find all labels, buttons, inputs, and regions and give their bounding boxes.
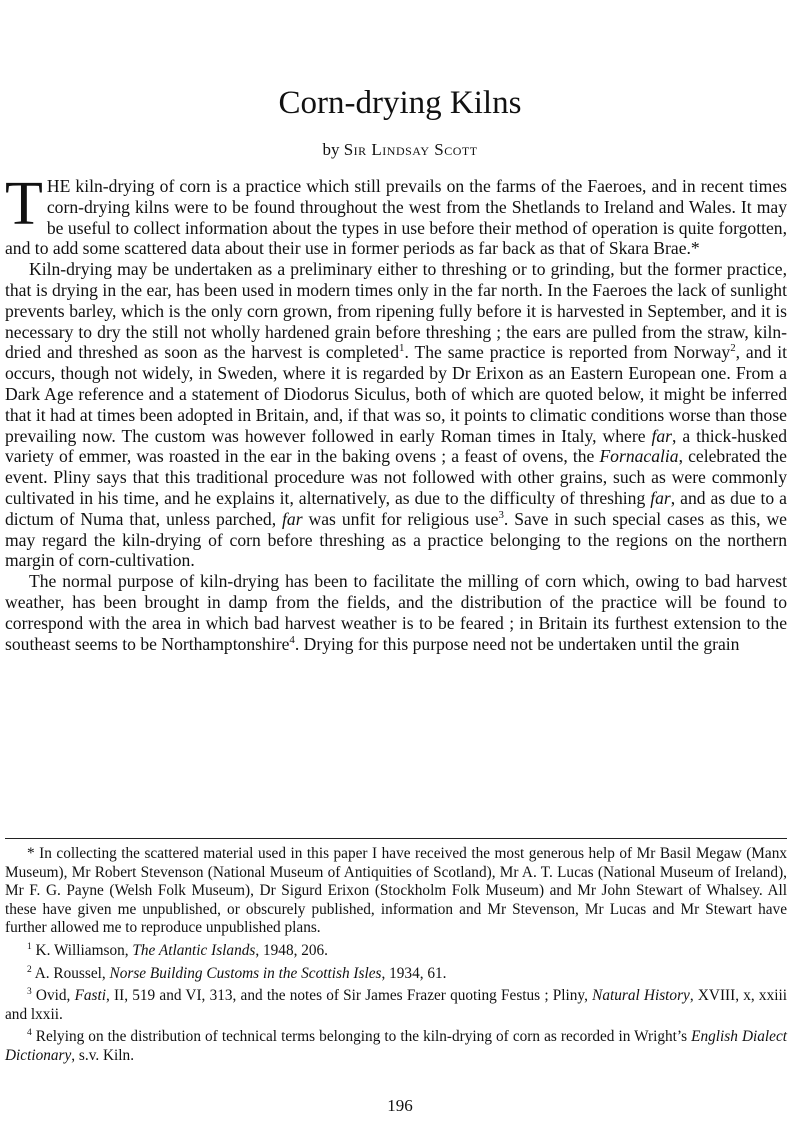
footnote-2	[5, 965, 787, 984]
footnote-number: 3	[27, 987, 32, 998]
footnote-title: Norse Building Customs in the Scottish Isles	[109, 964, 382, 982]
footnote-text: , 1948, 206.	[255, 941, 329, 959]
p2-text-h: . Save in such special cases as this, we may regard the kiln-drying of corn before threshing as a practice belonging to the regions on the northern margin of corn-cultivation.	[5, 508, 787, 571]
p2-text-g: was unfit for religious use	[302, 508, 499, 529]
footnote-number: 4	[27, 1028, 32, 1039]
footnote-text: , s.v. Kiln.	[71, 1046, 135, 1064]
p2-text-c: , and it occurs, though not widely, in Sweden, where it is regarded by Dr Erixon as an Eastern European one. From a Dark Age reference and a statement of Diodorus Siculus, both of which are quoted below, it might be inferred that it had at times been adopted in Britain, and, if that was so, it points to climatic conditions worse than those prevailing now. The custom was however followed in early Roman times in Italy, where	[5, 342, 787, 446]
footnote-divider	[5, 838, 787, 839]
footnote-number: 2	[27, 964, 32, 975]
article-body	[5, 170, 787, 654]
footnote-ref-1[interactable]: 1	[399, 342, 405, 355]
term-far: far	[651, 425, 672, 446]
footnotes	[5, 845, 787, 1070]
author-name: Sir Lindsay Scott	[343, 140, 478, 159]
term-far: far	[650, 487, 671, 508]
term-far: far	[282, 508, 303, 529]
footnote-text: Ovid,	[31, 987, 75, 1005]
footnote-ref-4[interactable]: 4	[289, 633, 295, 646]
p2-text-a: Kiln-drying may be undertaken as a preliminary either to threshing or to grinding, but the former practice, that is drying in the ear, has been used in modern times only in the far north. In the Faeroes the lack of sunlight prevents barley, which is the only corn grown, from ripening fully before it is harvested in September, and it is necessary to dry the still not wholly hardened grain before threshing ; the ears are pulled from the straw, kiln-dried and threshed as soon as the harvest is completed	[5, 259, 787, 363]
p2-text-b: . The same practice is reported from Norway	[404, 342, 731, 363]
footnote-title: The Atlantic Islands	[132, 941, 256, 959]
footnote-title: Natural History	[592, 987, 690, 1005]
drop-cap: T	[5, 170, 43, 238]
p2-text-d: , a thick-husked variety of emmer, was roasted in the ear in the baking ovens ; a feast of ovens, the	[5, 425, 787, 467]
paragraph-3	[5, 571, 787, 654]
footnote-ref-2[interactable]: 2	[730, 342, 736, 355]
footnote-text: Relying on the distribution of technical terms belonging to the kiln-drying of corn as recorded in Wright’s	[31, 1028, 692, 1046]
paragraph-1-text: HE kiln-drying of corn is a practice which still prevails on the farms of the Faeroes, and in recent times corn-drying kilns were to be found throughout the west from the Shetlands to Ireland and Wales. It may be useful to collect information about the types in use before their method of operation is quite forgotten, and to add some scattered data about their use in former periods as far back as that of Skara Brae.*	[5, 176, 787, 259]
p2-text-f: , and as due to a dictum of Numa that, unless parched,	[5, 487, 787, 529]
byline	[0, 140, 800, 160]
footnote-text: , XVIII, x, xxiii and lxxii.	[5, 987, 787, 1023]
footnote-ref-3[interactable]: 3	[498, 508, 504, 521]
footnote-title: English Dialect Dictionary	[5, 1028, 787, 1064]
byline-prefix: by	[322, 140, 344, 159]
page-number: 196	[387, 1096, 413, 1115]
term-fornacalia: Fornacalia	[599, 446, 679, 467]
footnote-text: , 1934, 61.	[381, 964, 447, 982]
footnote-1	[5, 942, 787, 961]
footnote-title: Fasti	[74, 987, 107, 1005]
footnote-4	[5, 1028, 787, 1065]
p2-text-e: , celebrated the event. Pliny says that this traditional procedure was not followed with other grains, such as were commonly cultivated in his time, and he explains it, alternatively, as due to the difficulty of threshing	[5, 446, 787, 508]
footnote-text: A. Roussel,	[31, 964, 110, 982]
footnote-text: K. Williamson,	[31, 941, 133, 959]
article-title: Corn-drying Kilns	[278, 85, 522, 121]
footnote-star: * In collecting the scattered material used in this paper I have received the most generous help of Mr Basil Megaw (Manx Museum), Mr Robert Stevenson (National Museum of Antiquities of Scotland), Mr A. T. Lucas (National Museum of Ireland), Mr F. G. Payne (Welsh Folk Museum), Dr Sigurd Erixon (Stockholm Folk Museum) and Mr John Stewart of Whalsey. All these have given me unpublished, or obscurely published, information and Mr Stevenson, Mr Lucas and Mr Stewart have further allowed me to reproduce unpublished plans.	[5, 845, 787, 937]
paragraph-2	[5, 259, 787, 571]
p3-text-b: . Drying for this purpose need not be undertaken until the grain	[294, 633, 740, 654]
footnote-3	[5, 987, 787, 1024]
p3-text-a: The normal purpose of kiln-drying has been to facilitate the milling of corn which, owing to bad harvest weather, has been brought in damp from the fields, and the distribution of the practice will be found to correspond with the area in which bad harvest weather is to be feared ; in Britain its furthest extension to the southeast seems to be Northamptonshire	[5, 571, 787, 654]
footnote-text: , II, 519 and VI, 313, and the notes of Sir James Frazer quoting Festus ; Pliny,	[106, 987, 593, 1005]
paragraph-1	[5, 170, 787, 259]
footnote-number: 1	[27, 941, 32, 952]
